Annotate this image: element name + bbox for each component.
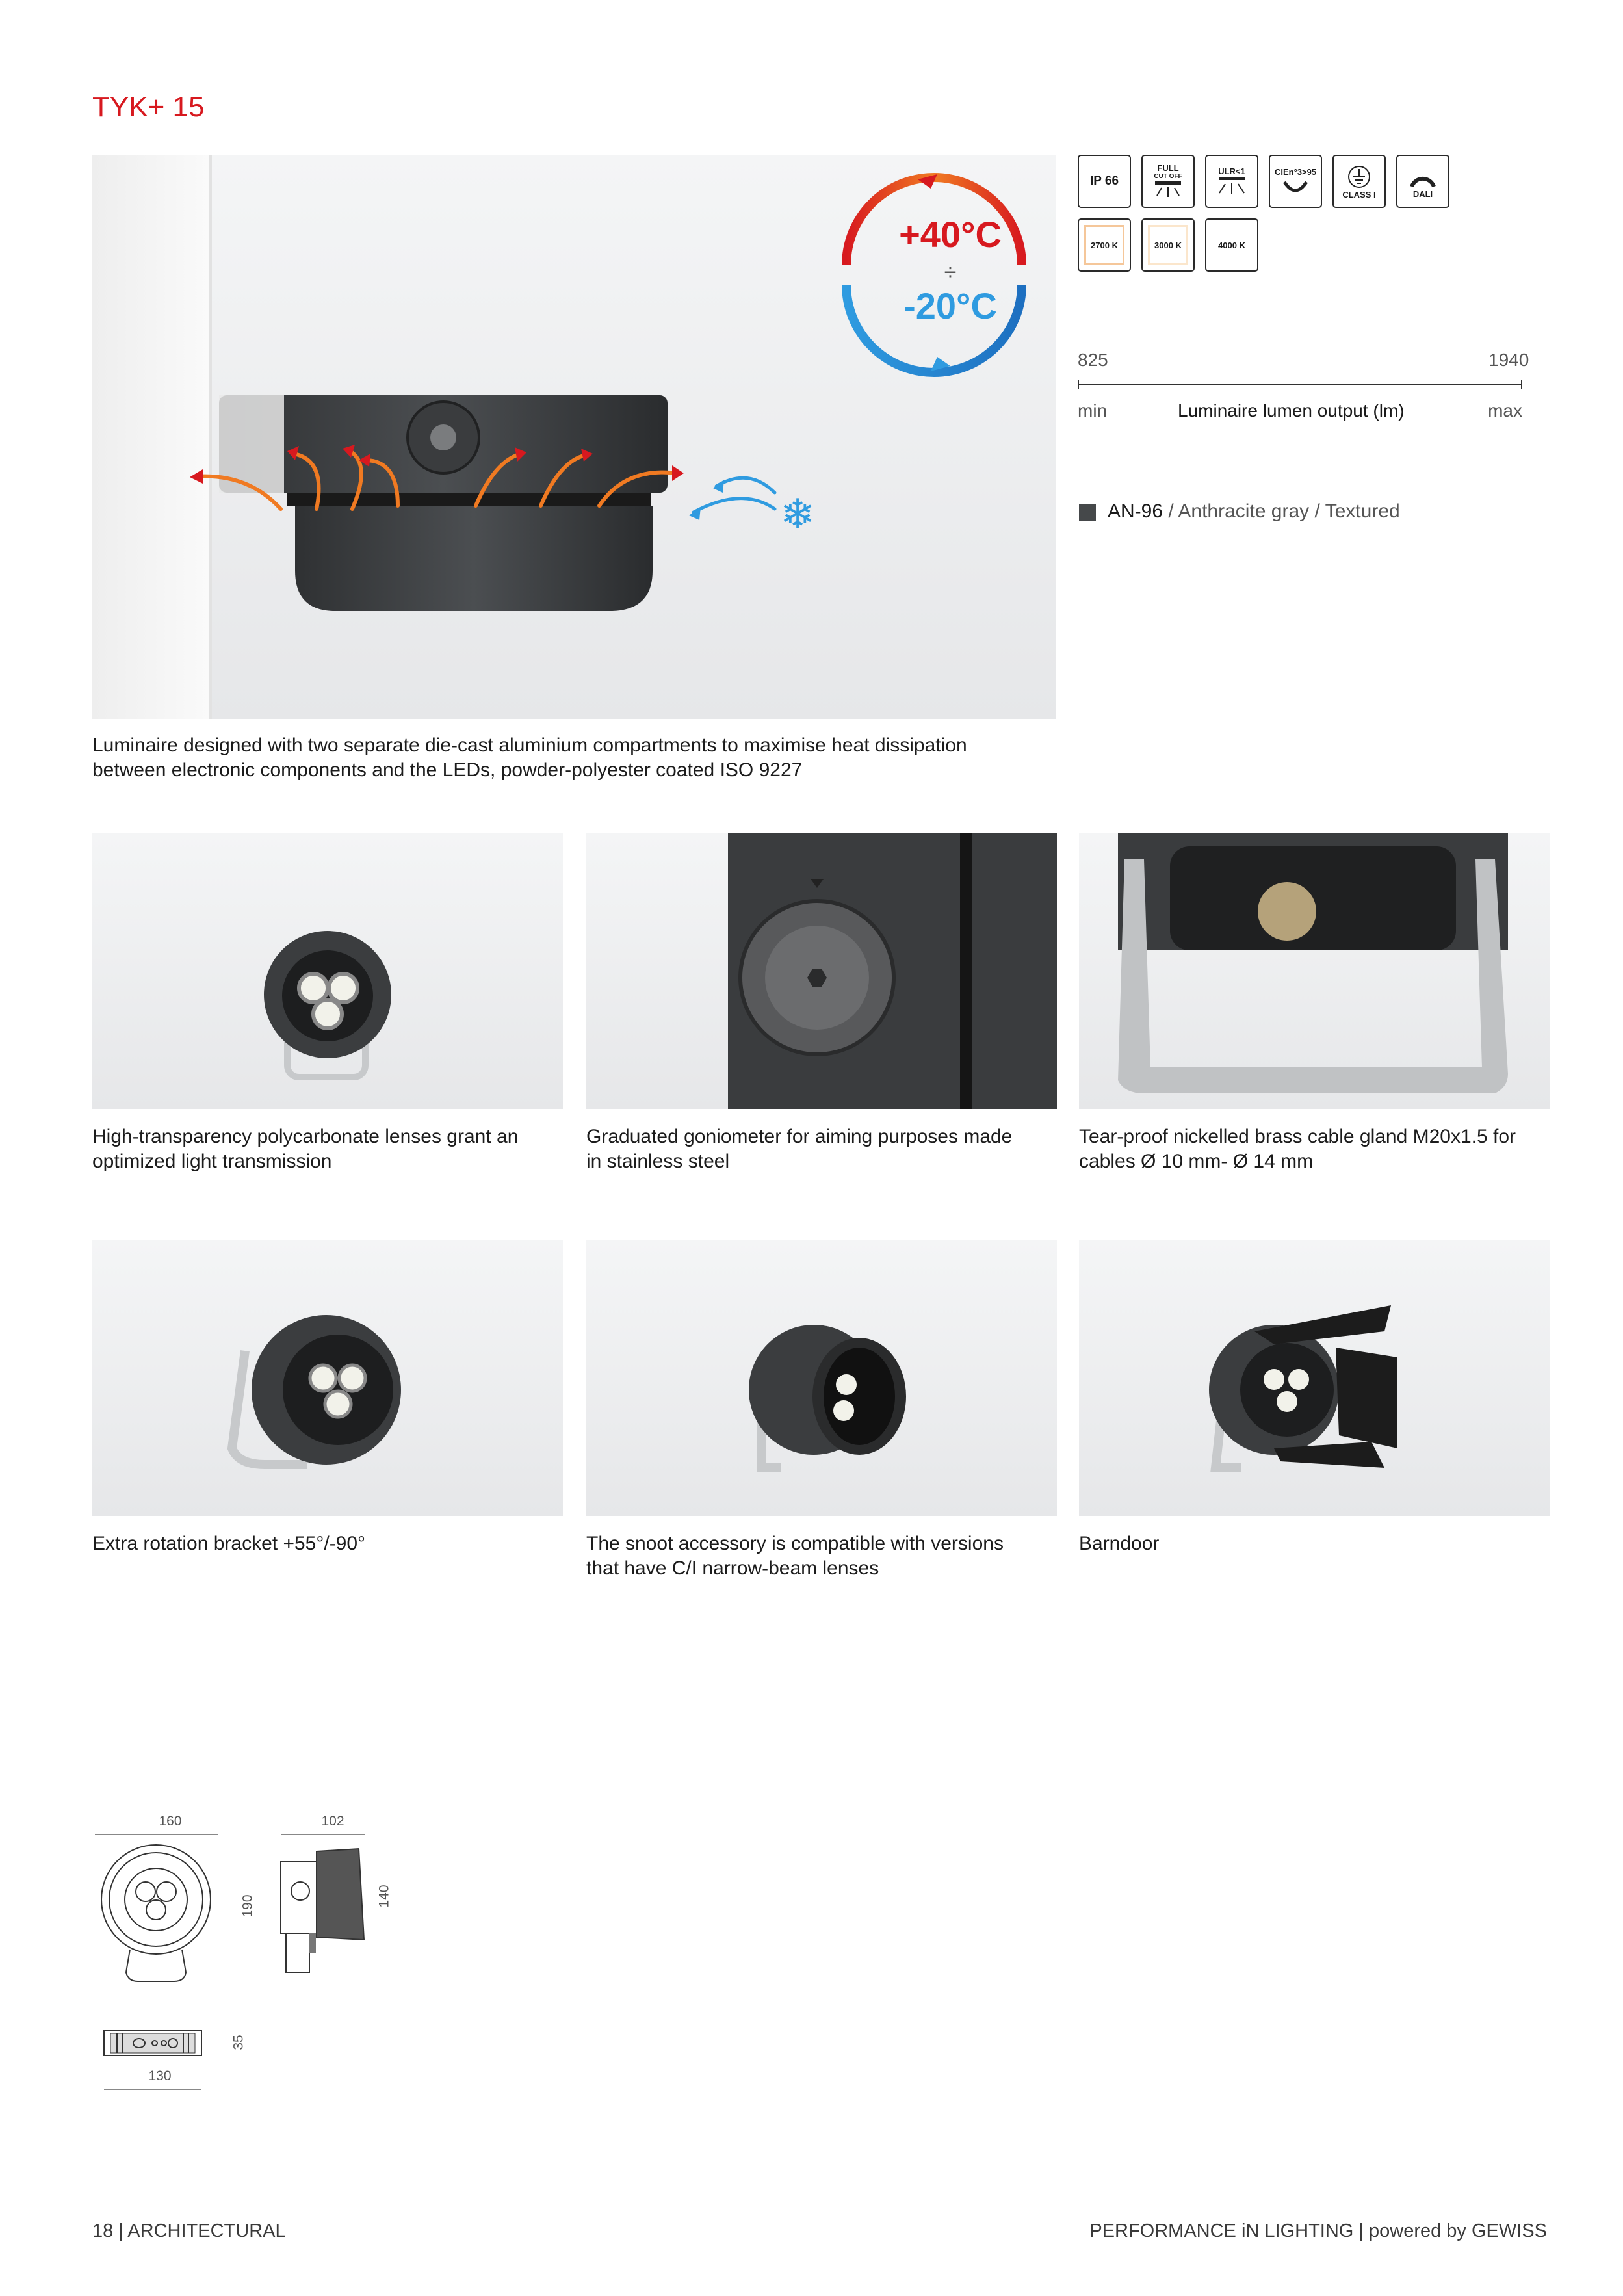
hero-image [92, 155, 1056, 719]
wall [92, 155, 209, 719]
feature-image-rotation-bracket [92, 1240, 563, 1516]
temp-separator: ÷ [944, 260, 957, 285]
feature-caption-5: The snoot accessory is compatible with versions that have C/I narrow-beam lenses [586, 1533, 1004, 1579]
ulr-icon: ULR<1 [1205, 155, 1258, 208]
ground-icon [1346, 164, 1372, 190]
snowflake-icon: ❄ [780, 491, 815, 539]
lumen-min-label: min [1078, 400, 1108, 421]
finish-color-swatch [1079, 504, 1096, 521]
cct-4000k-badge: 4000 K [1205, 218, 1258, 272]
feature-image-lens [92, 833, 563, 1109]
class-i-icon: CLASS I [1332, 155, 1386, 208]
front-view-drawing [92, 1842, 222, 1992]
lumen-scale-line [1079, 384, 1521, 385]
dim-side-depth: 102 [321, 1814, 344, 1829]
hero-caption: Luminaire designed with two separate die-cast aluminium compartments to maximise heat dissipation between electronic components and the LEDs, powder-polyester coated ISO 9227 [92, 735, 967, 781]
cct-3000k-badge: 3000 K [1141, 218, 1195, 272]
dali-icon: DALI [1396, 155, 1449, 208]
lumen-min-value: 825 [1078, 350, 1108, 370]
feature-caption-2: Graduated goniometer for aiming purposes made in stainless steel [586, 1126, 1013, 1172]
temp-low: -20°C [903, 285, 997, 326]
footer-page-section: 18 | ARCHITECTURAL [92, 2221, 286, 2241]
cct-2700k-badge: 2700 K [1078, 218, 1131, 272]
dim-bottom-height: 35 [231, 2035, 246, 2050]
ip66-badge: IP 66 [1078, 155, 1131, 208]
feature-image-cable-gland [1079, 833, 1550, 1109]
finish-description: AN-96 / Anthracite gray / Textured [1108, 501, 1400, 522]
side-view-drawing [274, 1842, 372, 1992]
cold-air-arrows [694, 478, 775, 512]
lumen-max-label: max [1488, 400, 1522, 421]
temp-high: +40°C [899, 214, 1002, 255]
feature-caption-4: Extra rotation bracket +55°/-90° [92, 1533, 366, 1554]
feature-image-snoot [586, 1240, 1057, 1516]
technical-drawings [92, 1814, 417, 2126]
feature-image-goniometer [586, 833, 1057, 1109]
lumen-max-value: 1940 [1488, 350, 1529, 370]
feature-caption-3: Tear-proof nickelled brass cable gland M20x1.5 for cables Ø 10 mm- Ø 14 mm [1079, 1126, 1516, 1172]
cie-icon: CIEn°3>95 [1269, 155, 1322, 208]
page-title: TYK+ 15 [92, 91, 205, 123]
feature-caption-6: Barndoor [1079, 1533, 1160, 1554]
dim-bottom-width: 130 [148, 2068, 172, 2083]
feature-caption-1: High-transparency polycarbonate lenses grant an optimized light transmission [92, 1126, 519, 1172]
dim-front-height: 190 [240, 1894, 255, 1918]
bottom-view-drawing [101, 2028, 205, 2061]
feature-image-barndoor [1079, 1240, 1550, 1516]
lumen-output-label: Luminaire lumen output (lm) [1178, 400, 1405, 421]
lower-compartment [295, 506, 653, 611]
footer-brand: PERFORMANCE iN LIGHTING | powered by GEWISS [1089, 2221, 1547, 2241]
full-cutoff-icon: FULL CUT OFF [1141, 155, 1195, 208]
dim-front-width: 160 [159, 1814, 182, 1829]
dim-side-height: 140 [376, 1885, 392, 1908]
